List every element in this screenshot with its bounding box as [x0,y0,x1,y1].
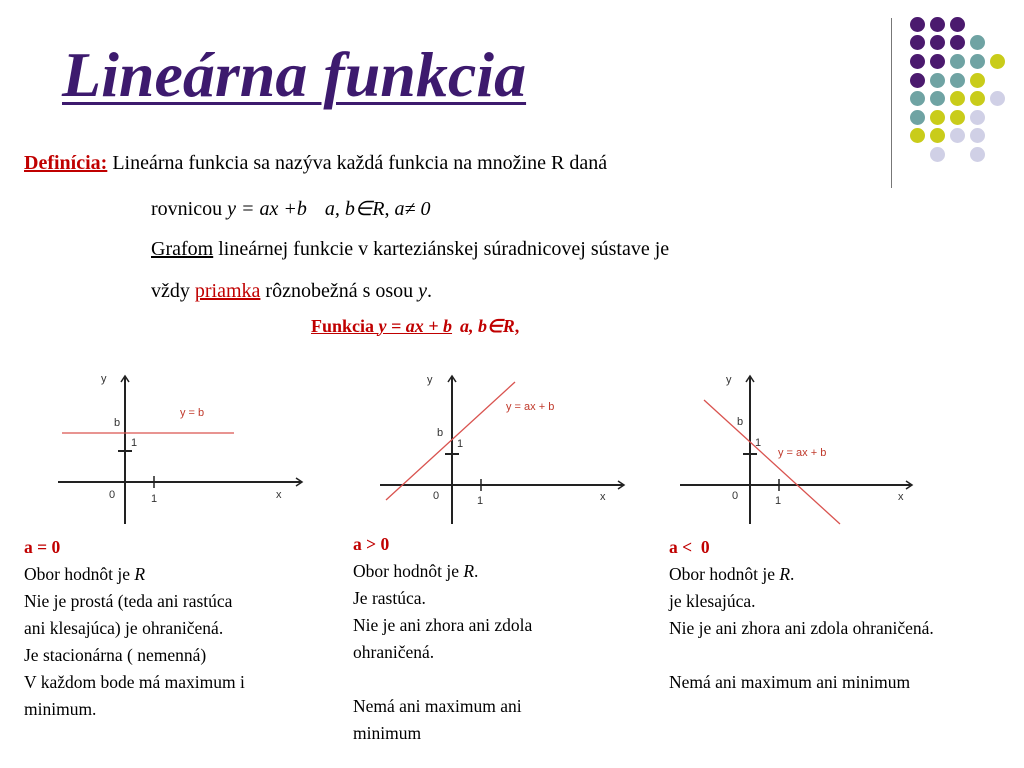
definition-line-3 [151,238,669,261]
column-line: Nemá ani maximum ani minimum [669,672,911,692]
definition-text: lineárnej funkcie v karteziánskej súradnicovej sústave je [213,238,670,260]
formula-params: a, b∈R [460,316,515,336]
column-a-zero [24,534,324,723]
variable: y [418,280,428,302]
b-label: b [437,427,444,439]
decor-dot [950,17,965,32]
y-axis-label: y [427,374,433,386]
formula-text: , [514,316,520,336]
definition-label: Definícia: [24,152,108,174]
column-line: ohraničená. [353,642,435,662]
definition-text: , [384,198,395,220]
definition-text: vždy [151,280,195,302]
column-text: Obor hodnôt je [669,564,780,584]
one-x-label: 1 [151,493,158,505]
one-y-label: 1 [755,437,762,449]
definition-line-4 [151,280,432,303]
column-text: Obor hodnôt je [353,561,464,581]
equation-condition: a≠ 0 [394,198,431,220]
y-axis-label: y [101,373,107,385]
definition-text: Lineárna funkcia sa nazýva každá funkcia na množine R daná [112,152,608,174]
b-label: b [114,417,121,429]
decor-dot [970,147,985,162]
decor-dot [990,91,1005,106]
column-line: ani klesajúca) je ohraničená. [24,618,224,638]
line-label: y = b [180,407,205,419]
one-x-label: 1 [775,495,782,507]
origin-label: 0 [732,490,739,502]
one-x-label: 1 [477,495,484,507]
definition-line-2 [151,196,430,221]
one-y-label: 1 [131,437,138,449]
column-a-positive [353,531,623,747]
graph-constant [58,368,308,526]
function-line [386,382,515,500]
definition-text: rovnicou [151,198,228,220]
decor-dot [970,91,985,106]
column-line [353,666,623,693]
column-line: Nie je ani zhora ani zdola ohraničená. [669,618,934,638]
decor-dot [950,110,965,125]
decor-dot [910,17,925,32]
column-var: R [463,561,475,581]
decor-dot [930,128,945,143]
decor-dot [970,110,985,125]
equation: y = ax +b [227,198,307,220]
decor-dot [950,35,965,50]
column-line: Nemá ani maximum ani [353,696,522,716]
formula-text: Funkcia [311,316,379,336]
decor-dot [910,54,925,69]
column-line [669,642,1019,669]
function-line [704,400,840,524]
definition-text: . [427,280,433,302]
decor-dot [970,73,985,88]
decor-dot [950,73,965,88]
priamka-link[interactable]: priamka [194,280,261,302]
column-header: a < 0 [669,537,710,557]
decor-dot [990,54,1005,69]
line-label: y = ax + b [506,401,555,413]
decor-dot [930,17,945,32]
b-label: b [737,416,744,428]
line-label: y = ax + b [778,447,827,459]
column-line [24,561,324,588]
graf-link[interactable]: Grafom [151,238,214,260]
x-axis-label: x [276,489,282,501]
decor-dot [930,147,945,162]
formula-underlined [311,316,452,336]
one-y-label: 1 [457,438,464,450]
decor-dot [910,73,925,88]
x-axis-label: x [600,491,606,503]
column-line: minimum. [24,699,97,719]
column-var: R [134,564,146,584]
column-line [353,558,623,585]
origin-label: 0 [433,490,440,502]
decor-dot [970,35,985,50]
column-text: . [474,561,479,581]
decor-dot [910,35,925,50]
column-line: je klesajúca. [669,591,756,611]
column-header: a = 0 [24,537,61,557]
formula-line [311,316,519,337]
decor-dot [970,128,985,143]
column-line: Nie je prostá (teda ani rastúca [24,591,233,611]
column-header: a > 0 [353,534,390,554]
page-title: Lineárna funkcia [62,39,527,110]
decor-dot [930,35,945,50]
equation-params: a, b∈R [324,198,385,220]
decor-dot [910,91,925,106]
graph-increasing [380,368,630,526]
formula-equation: y = ax + b [378,316,453,336]
definition-text: rôznobežná s osou [260,280,419,302]
decor-dot [930,91,945,106]
decor-dot [930,54,945,69]
column-a-negative [669,534,1019,696]
y-axis-label: y [726,374,732,386]
decor-dot [970,54,985,69]
decor-dot [950,91,965,106]
decor-dot [910,128,925,143]
decor-dot [910,110,925,125]
x-axis-label: x [898,491,904,503]
decor-dot [950,54,965,69]
graph-decreasing [680,368,930,526]
column-line: minimum [353,723,422,743]
column-text: . [790,564,795,584]
decor-dot [950,128,965,143]
decor-dot [930,73,945,88]
decor-dot [930,110,945,125]
column-var: R [779,564,791,584]
column-line [669,561,1019,588]
column-line: Je rastúca. [353,588,426,608]
origin-label: 0 [109,489,116,501]
column-line: Je stacionárna ( nemenná) [24,645,207,665]
column-line: Nie je ani zhora ani zdola [353,615,533,635]
definition-line-1 [24,152,607,175]
decorative-divider [891,18,892,188]
column-line: V každom bode má maximum i [24,672,245,692]
column-text: Obor hodnôt je [24,564,135,584]
